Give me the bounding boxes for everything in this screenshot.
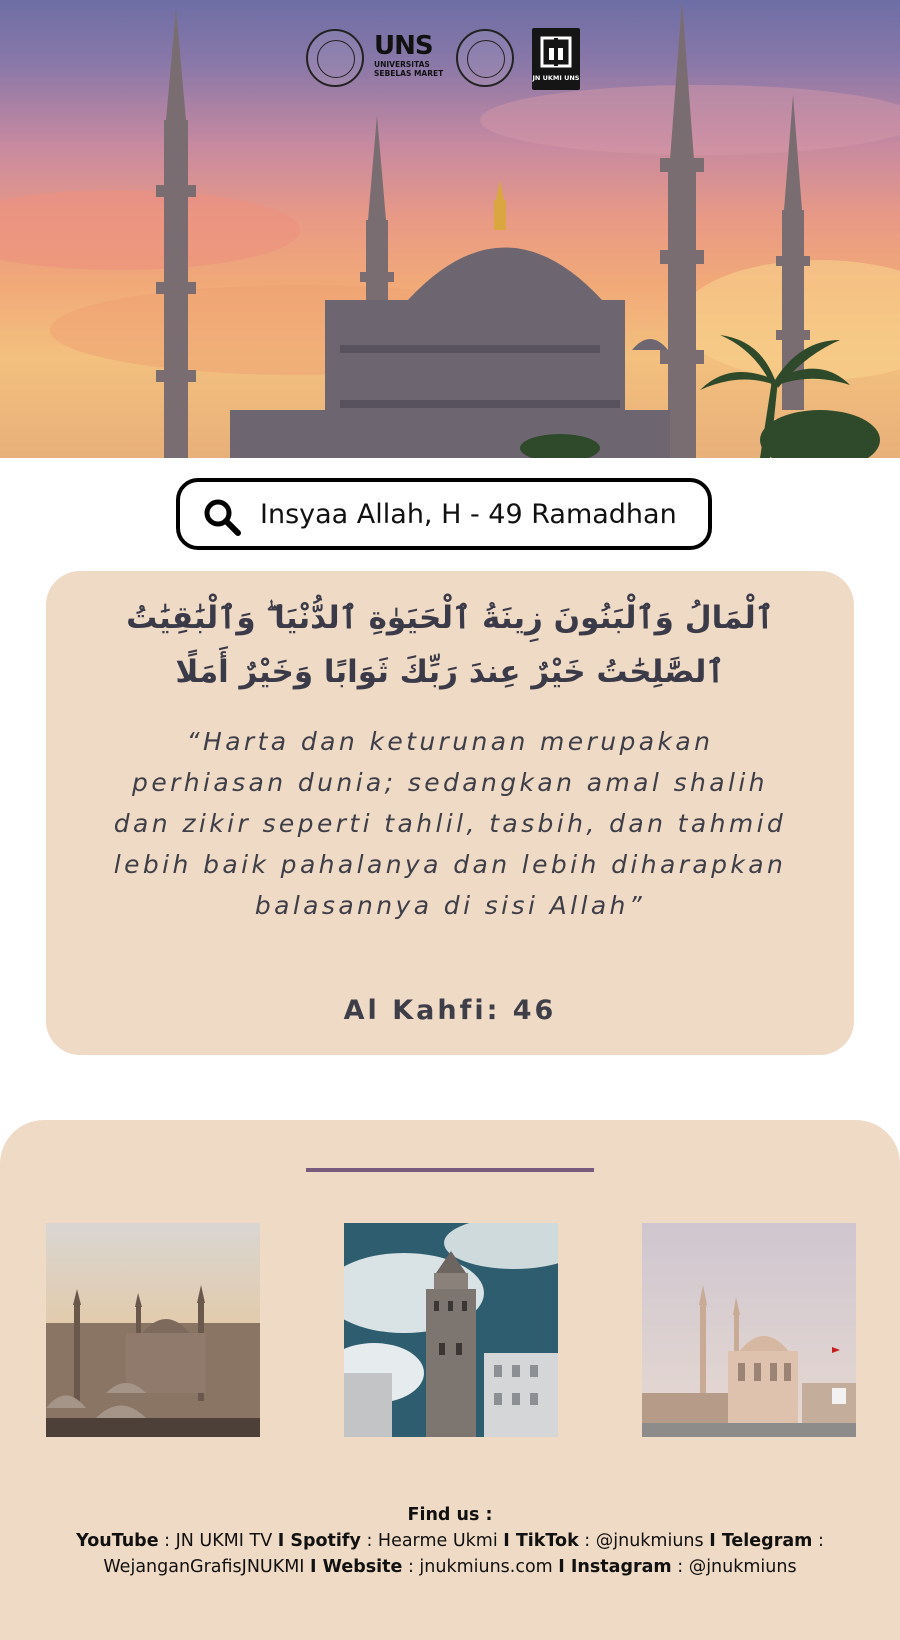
find-us-heading <box>0 1502 900 1528</box>
translation-line: lebih baik pahalanya dan lebih diharapkan <box>113 850 787 879</box>
ortakoy-mosque-illustration <box>642 1223 856 1437</box>
footer-links <box>0 1502 900 1580</box>
separator: I <box>709 1531 722 1551</box>
galata-tower-photo <box>344 1223 558 1437</box>
arabic-verse <box>66 591 834 699</box>
ortakoy-mosque-photo <box>642 1223 856 1437</box>
instagram-value[interactable]: : @jnukmiuns <box>671 1557 797 1577</box>
separator: I <box>310 1557 323 1577</box>
logo-bar <box>306 26 586 90</box>
arabic-verse-line: ٱلصَّٰلِحَٰتُ خَيْرٌ عِندَ رَبِّكَ ثَوَابًا وَخَيْرٌ أَمَلًا <box>175 654 725 690</box>
verse-card <box>46 571 854 1055</box>
verse-reference: Al Kahfi: 46 <box>343 995 557 1026</box>
translation-line: “Harta dan keturunan merupakan <box>186 727 714 756</box>
emblem-seal-icon <box>306 29 364 87</box>
telegram-value[interactable]: WejanganGrafisJNUKMI <box>103 1557 311 1577</box>
find-us-label: Find us : <box>407 1505 493 1525</box>
search-icon <box>202 497 242 537</box>
bottom-panel <box>0 1120 900 1640</box>
separator: I <box>558 1557 571 1577</box>
hagia-sophia-photo <box>46 1223 260 1437</box>
search-text: Insyaa Allah, H - 49 Ramadhan <box>260 499 677 530</box>
tiktok-label: TikTok <box>515 1531 579 1551</box>
website-label: Website <box>322 1557 403 1577</box>
translation-line: dan zikir seperti tahlil, tasbih, dan tahmid <box>113 809 787 838</box>
emblem-seal-icon <box>456 29 514 87</box>
uns-logo-subtext: SEBELAS MARET <box>374 69 444 78</box>
translation-line: balasannya di sisi Allah” <box>254 891 646 920</box>
telegram-label: Telegram <box>721 1531 813 1551</box>
footer-line <box>0 1554 900 1580</box>
spotify-value[interactable]: : Hearme Ukmi <box>360 1531 504 1551</box>
uns-logo-text: UNS <box>374 31 433 61</box>
spotify-label: Spotify <box>290 1531 361 1551</box>
divider <box>306 1168 594 1172</box>
separator: I <box>503 1531 516 1551</box>
youtube-label: YouTube <box>76 1531 159 1551</box>
uns-logo <box>374 32 448 84</box>
arabic-verse-line: ٱلْمَالُ وَٱلْبَنُونَ زِينَةُ ٱلْحَيَوٰةِ ٱلدُّنْيَا ۖ وَٱلْبَٰقِيَٰتُ <box>126 600 774 636</box>
galata-tower-illustration <box>344 1223 558 1437</box>
translation-line: perhiasan dunia; sedangkan amal shalih <box>132 768 768 797</box>
footer-line <box>0 1528 900 1554</box>
telegram-colon: : <box>812 1531 824 1551</box>
hero-image <box>0 0 900 458</box>
website-value[interactable]: : jnukmiuns.com <box>402 1557 559 1577</box>
verse-translation <box>76 721 824 926</box>
youtube-value[interactable]: : JN UKMI TV <box>158 1531 278 1551</box>
hagia-sophia-illustration <box>46 1223 260 1437</box>
jn-ukmi-logo <box>532 28 580 90</box>
separator: I <box>277 1531 291 1551</box>
jn-ukmi-mark-icon <box>540 36 572 68</box>
instagram-label: Instagram <box>570 1557 672 1577</box>
jn-ukmi-logo-text: JN UKMI UNS <box>532 74 580 82</box>
tiktok-value[interactable]: : @jnukmiuns <box>578 1531 710 1551</box>
search-bar[interactable] <box>176 478 712 550</box>
uns-logo-subtext: UNIVERSITAS <box>374 60 430 69</box>
